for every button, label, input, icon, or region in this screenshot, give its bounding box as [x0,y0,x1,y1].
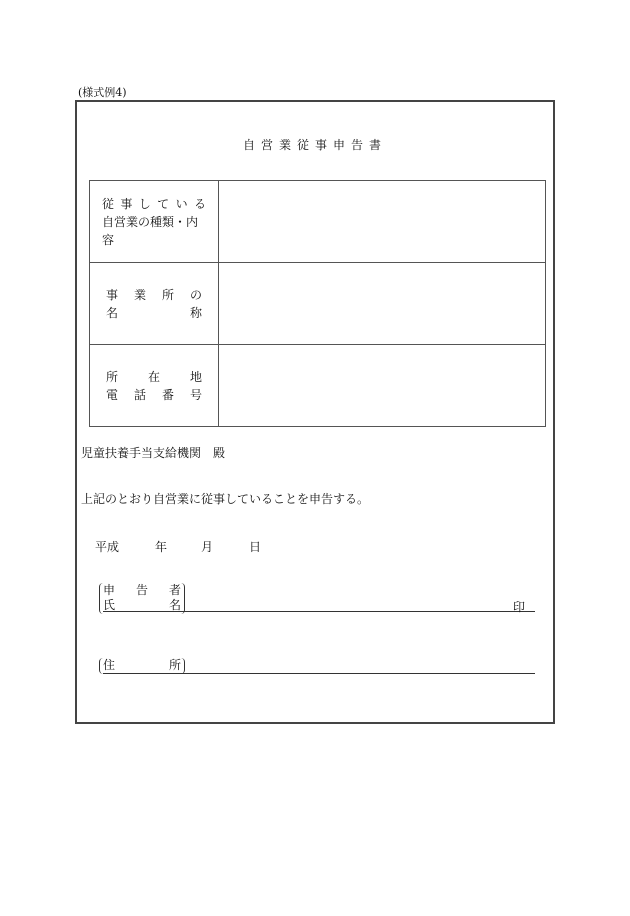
date-era: 平成 [95,540,120,554]
label-char: 所 [161,287,174,302]
label-char: 名 [168,598,181,612]
address-line-field[interactable] [103,673,535,674]
label-line [102,368,206,386]
label-char: し [138,196,151,211]
seal-label: 印 [513,600,526,614]
label-char: 氏 [103,598,116,612]
label-char: 番 [161,387,174,402]
label-char: い [175,196,188,211]
date-line [95,538,295,554]
declarant-line [103,583,181,598]
label-char: る [193,196,206,211]
address-line [103,658,181,673]
info-table [89,180,546,427]
office-name-field[interactable] [219,263,546,345]
label-char: 事 [106,287,119,302]
label-char: 事 [120,196,133,211]
label-char: 地 [189,369,202,384]
label-char: 者 [168,583,181,597]
address-phone-field[interactable] [219,345,546,427]
label-char: 電 [106,387,119,402]
label-char: 名 [106,305,119,320]
name-signature-line[interactable] [103,611,535,612]
label-char: て [157,196,170,211]
label-char: 話 [133,387,146,402]
label-char: 号 [189,387,202,402]
label-line [102,286,206,304]
row-label-address-phone [90,345,219,427]
label-char: 告 [135,583,148,597]
label-char: 住 [103,658,116,672]
table-row [90,263,546,345]
table-row [90,345,546,427]
date-day-label: 日 [249,540,262,554]
label-char: 所 [168,658,181,672]
row-label-business-type [90,181,219,263]
label-line [102,213,206,249]
label-char: 所 [106,369,119,384]
label-char: 称 [189,305,202,320]
form-number: (様式例4) [78,86,127,99]
form-frame [75,100,555,724]
label-char: 申 [103,583,116,597]
declaration-text: 上記のとおり自営業に従事していることを申告する。 [81,492,370,506]
label-char: 自営業の種類・内容 [102,214,199,247]
business-type-field[interactable] [219,181,546,263]
document-title: 自営業従事申告書 [242,138,387,152]
address-label [99,658,185,674]
date-year-label: 年 [155,540,168,554]
label-line [102,195,206,213]
declarant-label [99,583,185,614]
label-line [102,386,206,404]
row-label-office-name [90,263,219,345]
addressee: 児童扶養手当支給機関 殿 [81,446,226,460]
table-row [90,181,546,263]
label-line [102,304,206,322]
date-month-label: 月 [201,540,214,554]
label-char: の [189,287,202,302]
label-char: 在 [147,369,160,384]
label-char: 業 [133,287,146,302]
label-char: 従 [102,196,115,211]
